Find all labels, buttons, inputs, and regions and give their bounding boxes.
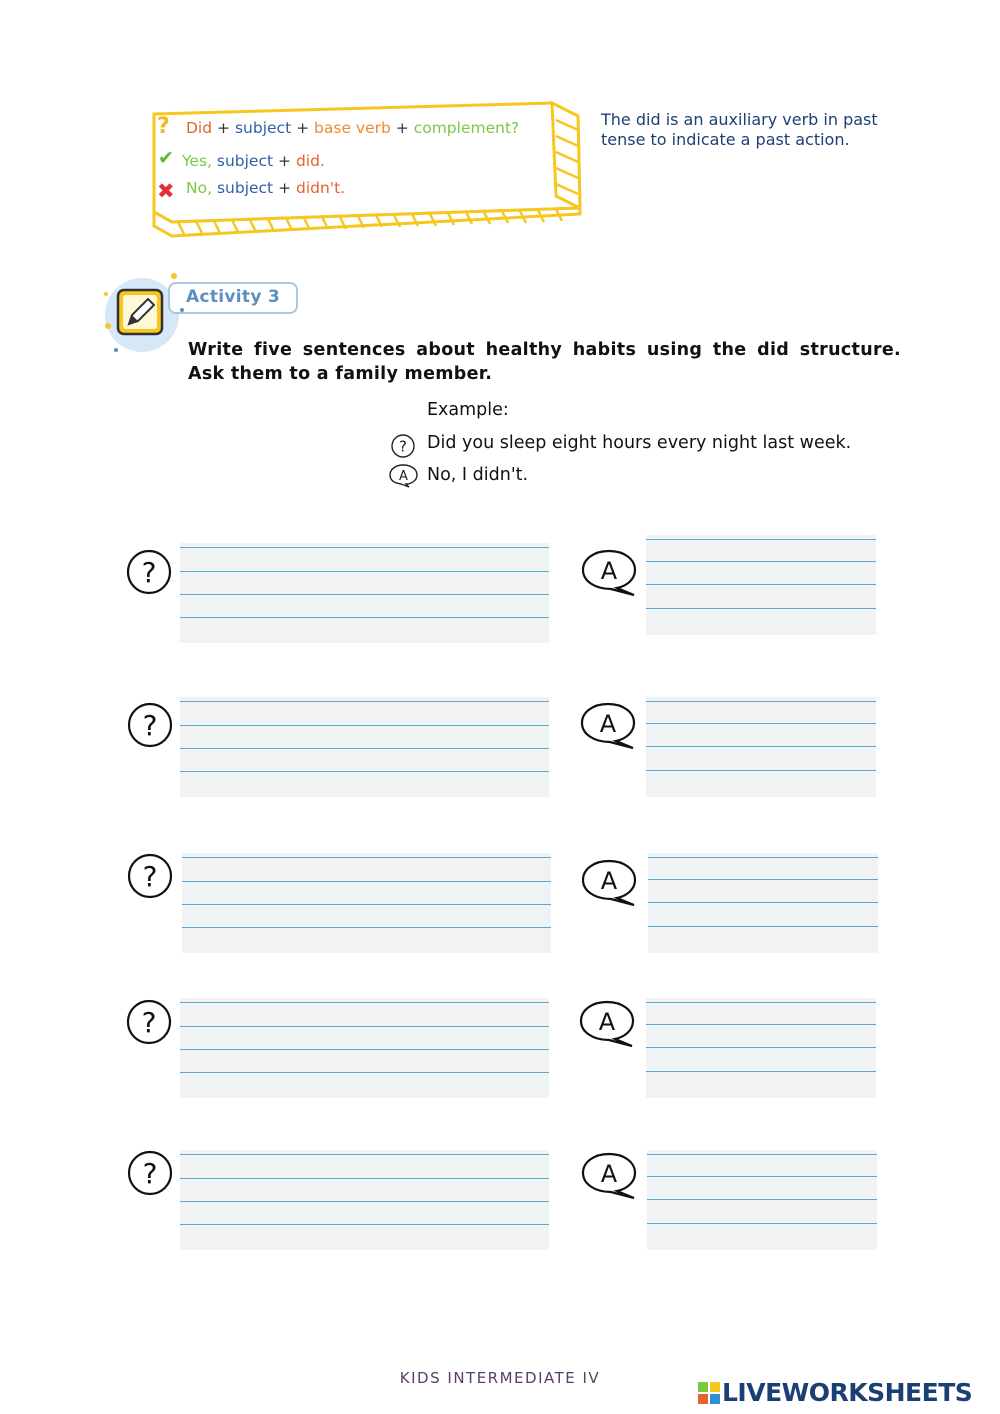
answer-bubble-icon: [580, 548, 640, 600]
writing-rule-line: [182, 904, 551, 905]
question-writing-box[interactable]: [180, 697, 549, 797]
writing-rule-line: [646, 584, 876, 585]
writing-rule-line: [180, 748, 549, 749]
example-answer: No, I didn't.: [427, 465, 529, 485]
question-circle-icon: [126, 999, 174, 1047]
answer-bubble-icon: [580, 1151, 640, 1203]
answer-bubble-icon: [580, 858, 640, 910]
question-writing-box[interactable]: [180, 1150, 549, 1250]
writing-rule-line: [646, 561, 876, 562]
writing-rule-line: [646, 539, 876, 540]
question-circle-icon: [126, 549, 174, 597]
writing-rule-line: [646, 1071, 876, 1072]
answer-bubble-icon: [578, 999, 638, 1051]
check-icon: ✔: [158, 147, 174, 169]
svg-text:A: A: [600, 1160, 618, 1188]
writing-rule-line: [180, 1049, 549, 1050]
svg-text:A: A: [600, 557, 618, 585]
writing-rule-line: [647, 1176, 877, 1177]
question-writing-box[interactable]: [182, 853, 551, 953]
grammar-note: The did is an auxiliary verb in past tense to indicate a past action.: [601, 110, 878, 149]
svg-text:A: A: [399, 469, 408, 484]
grammar-box: [148, 100, 588, 242]
grammar-question-line: Did + subject + base verb + complement?: [186, 119, 520, 137]
example-title: Example:: [427, 400, 509, 420]
answer-bubble-icon: [579, 701, 639, 753]
svg-text:?: ?: [141, 556, 157, 589]
brand-name: LIVEWORKSHEETS: [722, 1378, 973, 1407]
writing-rule-line: [648, 857, 878, 858]
writing-rule-line: [180, 1002, 549, 1003]
svg-text:?: ?: [399, 437, 407, 456]
grammar-yes-line: Yes, subject + did.: [182, 152, 325, 170]
writing-rule-line: [180, 1201, 549, 1202]
writing-rule-line: [180, 1224, 549, 1225]
writing-rule-line: [647, 1199, 877, 1200]
writing-rule-line: [648, 879, 878, 880]
svg-text:?: ?: [142, 709, 158, 742]
writing-rule-line: [180, 594, 549, 595]
writing-rule-line: [182, 927, 551, 928]
writing-rule-line: [646, 723, 876, 724]
activity-label: Activity 3: [186, 287, 281, 307]
writing-rule-line: [646, 701, 876, 702]
writing-rule-line: [180, 1072, 549, 1073]
answer-writing-box[interactable]: [648, 853, 878, 953]
answer-writing-box[interactable]: [646, 998, 876, 1098]
writing-rule-line: [180, 771, 549, 772]
writing-rule-line: [180, 1026, 549, 1027]
question-mark-icon: ?: [157, 114, 170, 139]
writing-rule-line: [180, 701, 549, 702]
writing-rule-line: [180, 1178, 549, 1179]
writing-rule-line: [182, 857, 551, 858]
question-writing-box[interactable]: [180, 543, 549, 643]
question-writing-box[interactable]: [180, 998, 549, 1098]
writing-rule-line: [180, 725, 549, 726]
question-circle-icon: [127, 853, 175, 901]
svg-text:A: A: [598, 1008, 616, 1036]
pencil-icon: [98, 270, 188, 360]
liveworksheets-logo-icon: [698, 1382, 720, 1404]
writing-rule-line: [646, 608, 876, 609]
svg-text:A: A: [600, 867, 618, 895]
cross-icon: ✖: [157, 179, 175, 203]
example-answer-icon: [387, 462, 419, 488]
question-circle-icon: [127, 1150, 175, 1198]
footer-course: KIDS INTERMEDIATE IV: [399, 1369, 601, 1387]
writing-rule-line: [180, 571, 549, 572]
writing-rule-line: [646, 746, 876, 747]
writing-rule-line: [182, 881, 551, 882]
svg-text:A: A: [599, 710, 617, 738]
writing-rule-line: [180, 1154, 549, 1155]
svg-text:?: ?: [141, 1006, 157, 1039]
writing-rule-line: [647, 1223, 877, 1224]
writing-rule-line: [180, 547, 549, 548]
writing-rule-line: [646, 1024, 876, 1025]
writing-rule-line: [648, 902, 878, 903]
answer-writing-box[interactable]: [646, 697, 876, 797]
svg-text:?: ?: [142, 860, 158, 893]
example-question-icon: [390, 433, 416, 459]
writing-rule-line: [646, 770, 876, 771]
answer-writing-box[interactable]: [646, 535, 876, 635]
writing-rule-line: [646, 1047, 876, 1048]
instructions: Write five sentences about healthy habits using the did structure. Ask them to a family member.: [188, 340, 901, 384]
question-circle-icon: [127, 702, 175, 750]
answer-writing-box[interactable]: [647, 1150, 877, 1250]
svg-text:?: ?: [142, 1157, 158, 1190]
writing-rule-line: [647, 1154, 877, 1155]
grammar-no-line: No, subject + didn't.: [186, 179, 346, 197]
writing-rule-line: [646, 1002, 876, 1003]
writing-rule-line: [648, 926, 878, 927]
writing-rule-line: [180, 617, 549, 618]
example-question: Did you sleep eight hours every night last week.: [427, 433, 852, 453]
